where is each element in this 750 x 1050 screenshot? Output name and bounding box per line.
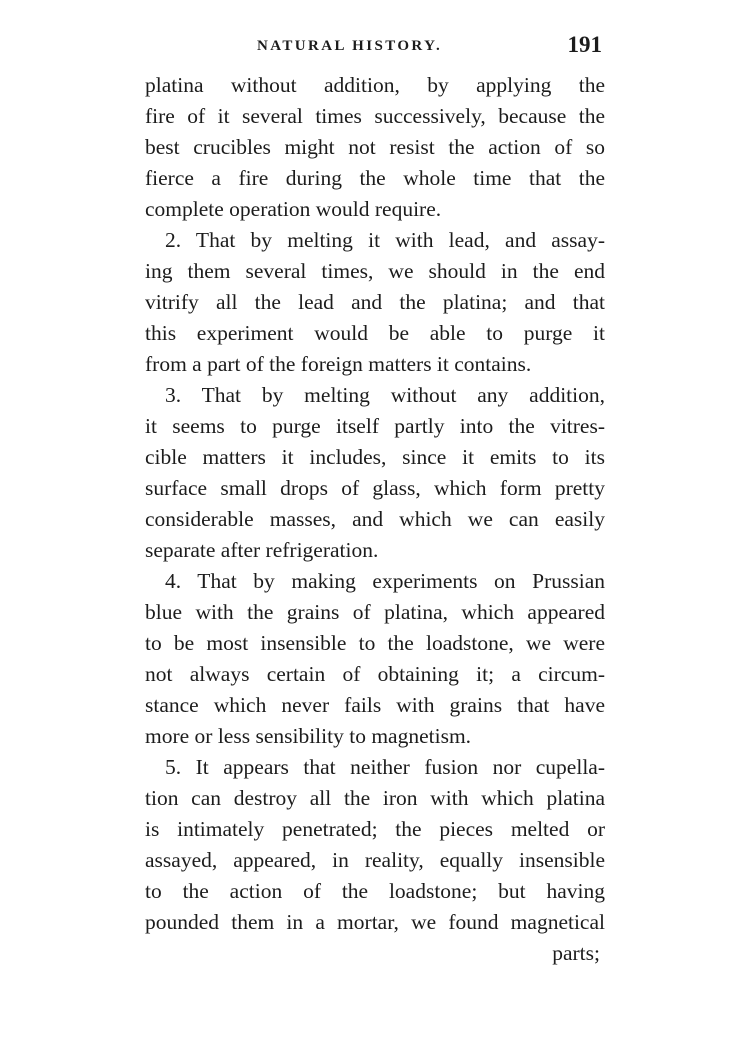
text-line: to be most insensible to the loadstone, we were [145,631,605,655]
text-line: fierce a fire during the whole time that the [145,166,605,190]
paragraph-4-first-line: 4. That by making experiments on Prussian [165,569,605,593]
text-line: complete operation would require. [145,197,442,221]
text-line: from a part of the foreign matters it contains. [145,352,532,376]
text-line: assayed, appeared, in reality, equally insensible [145,848,605,872]
text-line: cible matters it includes, since it emits to its [145,445,605,469]
text-line: separate after refrigeration. [145,538,379,562]
text-line: best crucibles might not resist the action of so [145,135,605,159]
text-line: stance which never fails with grains that have [145,693,605,717]
text-line: surface small drops of glass, which form pretty [145,476,605,500]
text-line: vitrify all the lead and the platina; and that [145,290,605,314]
text-line: blue with the grains of platina, which appeared [145,600,605,624]
paragraph-2-first-line: 2. That by melting it with lead, and assay- [165,228,605,252]
running-head [145,28,602,64]
paragraph-5-first-line: 5. It appears that neither fusion nor cupella- [165,755,605,779]
text-line: is intimately penetrated; the pieces melted or [145,817,605,841]
text-line: it seems to purge itself partly into the vitres- [145,414,605,438]
running-title: NATURAL HISTORY. [257,38,443,54]
text-line: pounded them in a mortar, we found magnetical [145,910,605,934]
page-number: 191 [567,32,602,57]
text-line: considerable masses, and which we can easily [145,507,605,531]
text-line: platina without addition, by applying the [145,73,605,97]
text-line: fire of it several times successively, because the [145,104,605,128]
text-line: to the action of the loadstone; but having [145,879,605,903]
text-line: not always certain of obtaining it; a circum- [145,662,605,686]
text-line: tion can destroy all the iron with which platina [145,786,605,810]
catchword: parts; [552,941,600,965]
paragraph-3-first-line: 3. That by melting without any addition, [165,383,605,407]
text-line: this experiment would be able to purge it [145,321,605,345]
text-line: more or less sensibility to magnetism. [145,724,472,748]
body-text [145,70,605,938]
text-line: ing them several times, we should in the end [145,259,605,283]
